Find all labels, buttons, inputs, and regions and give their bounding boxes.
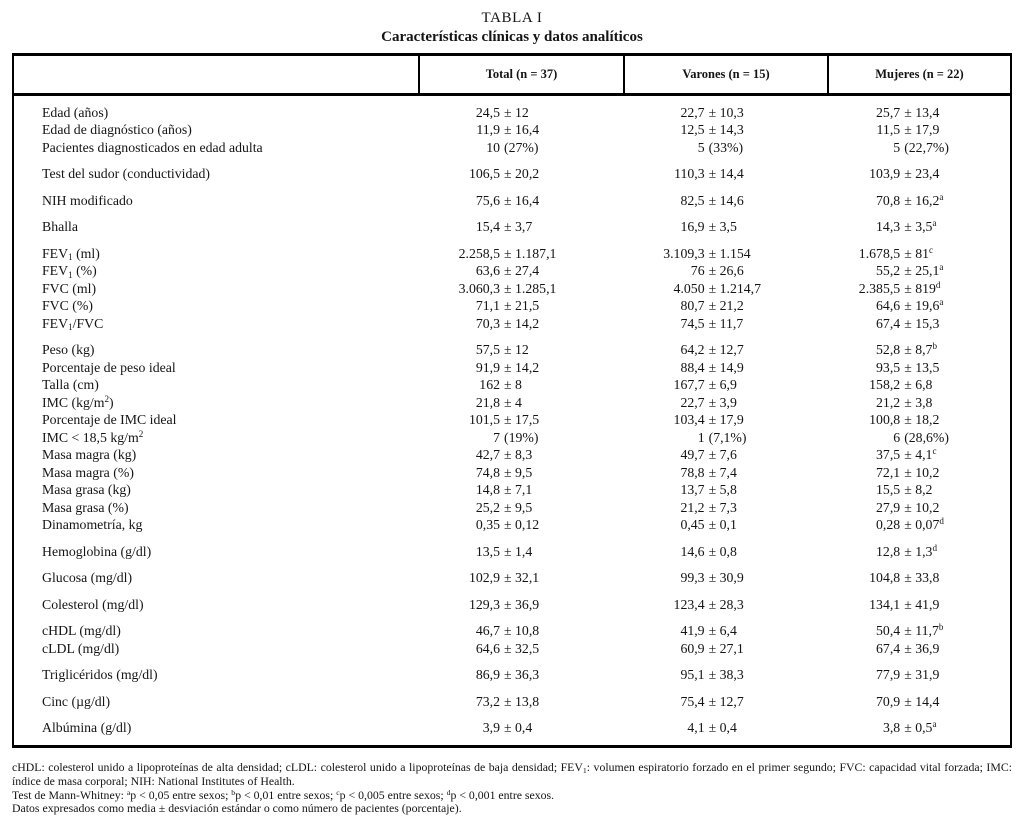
table-row xyxy=(14,245,1010,263)
value-cell: 4,1 ± 0,4 xyxy=(687,720,737,735)
value-cell: 49,7 ± 7,6 xyxy=(680,447,737,462)
value-cell: 64,6 ± 32,5 xyxy=(475,640,540,656)
row-label: Masa magra (kg) xyxy=(42,447,137,462)
row-label: FEV1/FVC xyxy=(42,315,104,333)
table-row xyxy=(14,499,1010,517)
value-cell: 3.109,3 ± 1.154 xyxy=(663,245,751,261)
table-row xyxy=(14,464,1010,482)
value-cell: 14,3 ± 3,5$^a$ xyxy=(876,218,937,234)
value-cell: 3,8 ± 0,5$^a$ xyxy=(882,719,937,735)
value-cell: 70,8 ± 16,2$^a$ xyxy=(876,191,944,208)
value-cell: 63,6 ± 27,4 xyxy=(475,263,540,278)
value-cell: 73,2 ± 13,8 xyxy=(475,693,540,709)
value-cell: 14,8 ± 7,1 xyxy=(475,482,533,497)
value-cell: 2.258,5 ± 1.187,1 xyxy=(458,245,557,261)
value-cell: 12,8 ± 1,3$^d$ xyxy=(876,542,938,559)
table-row xyxy=(14,719,1010,737)
table-row xyxy=(14,543,1010,561)
value-cell: 46,7 ± 10,8 xyxy=(475,623,540,638)
table-row xyxy=(14,341,1010,359)
table-section xyxy=(14,161,1010,188)
value-cell: 10 (27%) xyxy=(486,139,539,155)
table-section xyxy=(14,538,1010,565)
row-label: Bhalla xyxy=(42,219,79,234)
value-cell: 0,28 ± 0,07$^d$ xyxy=(876,516,944,532)
value-cell: 6 (28,6%) xyxy=(893,429,950,445)
table-row xyxy=(14,596,1010,614)
value-cell: 25,2 ± 9,5 xyxy=(475,499,533,515)
table-row xyxy=(14,297,1010,315)
value-cell: 57,5 ± 12 xyxy=(475,342,529,357)
table-row xyxy=(14,359,1010,377)
value-cell: 55,2 ± 25,1$^a$ xyxy=(876,262,944,278)
row-label: Hemoglobina (g/dl) xyxy=(42,543,152,559)
value-cell: 70,9 ± 14,4 xyxy=(876,693,940,709)
value-cell: 110,3 ± 14,4 xyxy=(674,166,744,181)
value-cell: 0,35 ± 0,12 xyxy=(475,517,540,532)
value-cell: 0,45 ± 0,1 xyxy=(680,517,737,532)
row-label: Glucosa (mg/dl) xyxy=(42,570,133,585)
table-row xyxy=(14,394,1010,412)
footnote-data-format: Datos expresados como media ± desviación estándar o como número de pacientes (porcentaje). xyxy=(12,801,462,816)
row-label: Triglicéridos (mg/dl) xyxy=(42,667,158,682)
value-cell: 21,2 ± 7,3 xyxy=(680,499,737,515)
column-header-mujeres: Mujeres (n = 22) xyxy=(827,56,1010,93)
value-cell: 37,5 ± 4,1$^c$ xyxy=(876,446,937,462)
value-cell: 158,2 ± 6,8 xyxy=(869,377,933,392)
row-label: Masa magra (%) xyxy=(42,464,134,480)
table-section xyxy=(14,240,1010,337)
value-cell: 129,3 ± 36,9 xyxy=(468,596,540,612)
row-label: Test del sudor (conductividad) xyxy=(42,166,211,181)
value-cell: 12,5 ± 14,3 xyxy=(680,122,744,137)
row-label: Cinc (µg/dl) xyxy=(42,693,111,709)
table-section xyxy=(14,688,1010,715)
value-cell: 67,4 ± 36,9 xyxy=(876,640,940,656)
table-section xyxy=(14,214,1010,241)
row-label: Talla (cm) xyxy=(42,377,99,392)
table-row xyxy=(14,666,1010,684)
value-cell: 70,3 ± 14,2 xyxy=(475,315,540,331)
table-row xyxy=(14,622,1010,640)
value-cell: 16,9 ± 3,5 xyxy=(680,219,737,234)
value-cell: 162 ± 8 xyxy=(479,377,522,392)
value-cell: 88,4 ± 14,9 xyxy=(680,359,744,375)
value-cell: 91,9 ± 14,2 xyxy=(475,359,540,375)
value-cell: 15,4 ± 3,7 xyxy=(475,219,533,234)
row-label: cLDL (mg/dl) xyxy=(42,640,120,656)
table-row xyxy=(14,121,1010,139)
column-header-total: Total (n = 37) xyxy=(418,56,623,93)
table-row xyxy=(14,280,1010,298)
footnotes xyxy=(12,761,1012,816)
value-cell: 167,7 ± 6,9 xyxy=(673,377,737,392)
value-cell: 5 (22,7%) xyxy=(893,139,950,155)
value-cell: 1.678,5 ± $81^c$ xyxy=(858,244,934,261)
value-cell: 60,9 ± 27,1 xyxy=(680,640,744,656)
row-label: FEV1 (%) xyxy=(42,263,97,280)
value-cell: 77,9 ± 31,9 xyxy=(876,667,940,682)
value-cell: 67,4 ± 15,3 xyxy=(876,315,940,331)
value-cell: 1 (7,1%) xyxy=(697,429,747,445)
row-label: Peso (kg) xyxy=(42,342,95,357)
value-cell: 52,8 ± 8,7$^b$ xyxy=(876,341,938,357)
table-row xyxy=(14,104,1010,122)
value-cell: 42,7 ± 8,3 xyxy=(475,447,533,462)
table-section xyxy=(14,337,1010,539)
value-cell: 103,9 ± 23,4 xyxy=(869,166,940,181)
value-cell: 13,5 ± 1,4 xyxy=(475,543,533,559)
value-cell: 82,5 ± 14,6 xyxy=(680,192,744,208)
value-cell: 7 (19%) xyxy=(493,429,539,445)
value-cell: 101,5 ± 17,5 xyxy=(468,412,540,427)
page-title: TABLA I xyxy=(481,10,543,26)
value-cell: 22,7 ± 10,3 xyxy=(680,104,744,120)
row-label: NIH modificado xyxy=(42,192,133,208)
clinical-table xyxy=(12,53,1012,748)
table-row xyxy=(14,376,1010,394)
table-section xyxy=(14,715,1010,742)
value-cell: 74,8 ± 9,5 xyxy=(475,464,533,480)
value-cell: 2.385,5 ± $819^d$ xyxy=(858,279,941,296)
value-cell: 93,5 ± 13,5 xyxy=(876,359,940,375)
value-cell: 21,2 ± 3,8 xyxy=(876,394,933,410)
value-cell: 99,3 ± 30,9 xyxy=(680,570,744,585)
value-cell: 64,6 ± 19,6$^a$ xyxy=(876,297,944,313)
table-header-row xyxy=(14,56,1010,96)
value-cell: 14,6 ± 0,8 xyxy=(680,543,737,559)
value-cell: 100,8 ± 18,2 xyxy=(869,412,940,427)
table-row xyxy=(14,165,1010,183)
value-cell: 11,5 ± 17,9 xyxy=(876,122,940,137)
table-row xyxy=(14,192,1010,210)
row-label: Colesterol (mg/dl) xyxy=(42,596,144,612)
value-cell: 4.050 ± 1.214,7 xyxy=(673,280,762,296)
value-cell: 50,4 ± 11,7$^b$ xyxy=(876,622,944,638)
row-label: IMC < 18,5 $kg/m^2$ xyxy=(42,428,144,445)
value-cell: 102,9 ± 32,1 xyxy=(468,570,540,585)
table-row xyxy=(14,516,1010,534)
value-cell: 134,1 ± 41,9 xyxy=(869,596,940,612)
value-cell: 106,5 ± 20,2 xyxy=(468,166,540,181)
value-cell: 27,9 ± 10,2 xyxy=(876,499,940,515)
row-label: cHDL (mg/dl) xyxy=(42,623,121,638)
value-cell: 74,5 ± 11,7 xyxy=(680,315,744,331)
value-cell: 76 ± 26,6 xyxy=(690,263,744,278)
table-section xyxy=(14,591,1010,618)
value-cell: 15,5 ± 8,2 xyxy=(876,482,933,497)
table-section xyxy=(14,565,1010,592)
table-section xyxy=(14,662,1010,689)
row-label: Edad de diagnóstico (años) xyxy=(42,122,192,137)
value-cell: 21,8 ± 4 xyxy=(475,394,522,410)
table-row xyxy=(14,429,1010,447)
row-label: Porcentaje de IMC ideal xyxy=(42,412,177,427)
value-cell: 104,8 ± 33,8 xyxy=(869,570,940,585)
table-row xyxy=(14,481,1010,499)
value-cell: 123,4 ± 28,3 xyxy=(673,596,744,612)
table-row xyxy=(14,315,1010,333)
value-cell: 75,4 ± 12,7 xyxy=(680,693,744,709)
value-cell: 11,9 ± 16,4 xyxy=(476,122,540,137)
footnote-abbreviations: cHDL: colesterol unido a lipoproteínas de alta densidad; cLDL: colesterol unido a lipoproteínas de baja densidad; FEV1: volumen espiratorio forzado en el primer segundo; FVC: capacidad vital forzada; IMC: índice de masa corporal; NIH: National Institutes of Health. xyxy=(12,760,1012,788)
value-cell: 95,1 ± 38,3 xyxy=(680,667,744,682)
value-cell: 22,7 ± 3,9 xyxy=(680,394,737,410)
value-cell: 75,6 ± 16,4 xyxy=(475,192,540,208)
value-cell: 78,8 ± 7,4 xyxy=(680,464,737,480)
table-row xyxy=(14,139,1010,157)
table-row xyxy=(14,693,1010,711)
row-label: Dinamometría, kg xyxy=(42,517,143,532)
table-row xyxy=(14,218,1010,236)
value-cell: 103,4 ± 17,9 xyxy=(673,412,744,427)
table-body xyxy=(14,96,1010,745)
value-cell: 3.060,3 ± 1.285,1 xyxy=(458,280,557,296)
row-label: Porcentaje de peso ideal xyxy=(42,359,176,375)
value-cell: 5 (33%) xyxy=(697,139,744,155)
value-cell: 72,1 ± 10,2 xyxy=(876,464,940,480)
table-row xyxy=(14,569,1010,587)
value-cell: 41,9 ± 6,4 xyxy=(680,623,737,638)
value-cell: 80,7 ± 21,2 xyxy=(680,298,744,313)
row-label: Masa grasa (kg) xyxy=(42,482,131,497)
table-row xyxy=(14,640,1010,658)
row-label: IMC $(kg/m^2)$ xyxy=(42,393,114,410)
value-cell: 24,5 ± 12 xyxy=(475,104,529,120)
table-row xyxy=(14,411,1010,429)
row-label: FVC (ml) xyxy=(42,280,97,296)
value-cell: 64,2 ± 12,7 xyxy=(680,342,744,357)
row-label: Edad (años) xyxy=(42,104,109,120)
row-label: FVC (%) xyxy=(42,298,93,313)
page-subtitle: Características clínicas y datos analíticos xyxy=(381,29,643,45)
table-row xyxy=(14,262,1010,280)
value-cell: 86,9 ± 36,3 xyxy=(475,667,540,682)
value-cell: 13,7 ± 5,8 xyxy=(680,482,737,497)
value-cell: 25,7 ± 13,4 xyxy=(876,104,940,120)
row-label: FEV1 (ml) xyxy=(42,245,100,263)
value-cell: 3,9 ± 0,4 xyxy=(482,720,533,735)
table-row xyxy=(14,446,1010,464)
table-section xyxy=(14,99,1010,161)
footnote-statistics: Test de Mann-Whitney: $^a$p < 0,05 entre sexos; $^b$p < 0,01 entre sexos; $^c$p < 0,005 entre sexos; $^d$p < 0,001 entre sexos. xyxy=(12,787,555,802)
column-header-varones: Varones (n = 15) xyxy=(623,56,827,93)
row-label: Masa grasa (%) xyxy=(42,499,129,515)
value-cell: 71,1 ± 21,5 xyxy=(475,298,540,313)
row-label: Albúmina (g/dl) xyxy=(42,720,132,735)
table-section xyxy=(14,187,1010,214)
row-label: Pacientes diagnosticados en edad adulta xyxy=(42,139,263,155)
table-section xyxy=(14,618,1010,662)
